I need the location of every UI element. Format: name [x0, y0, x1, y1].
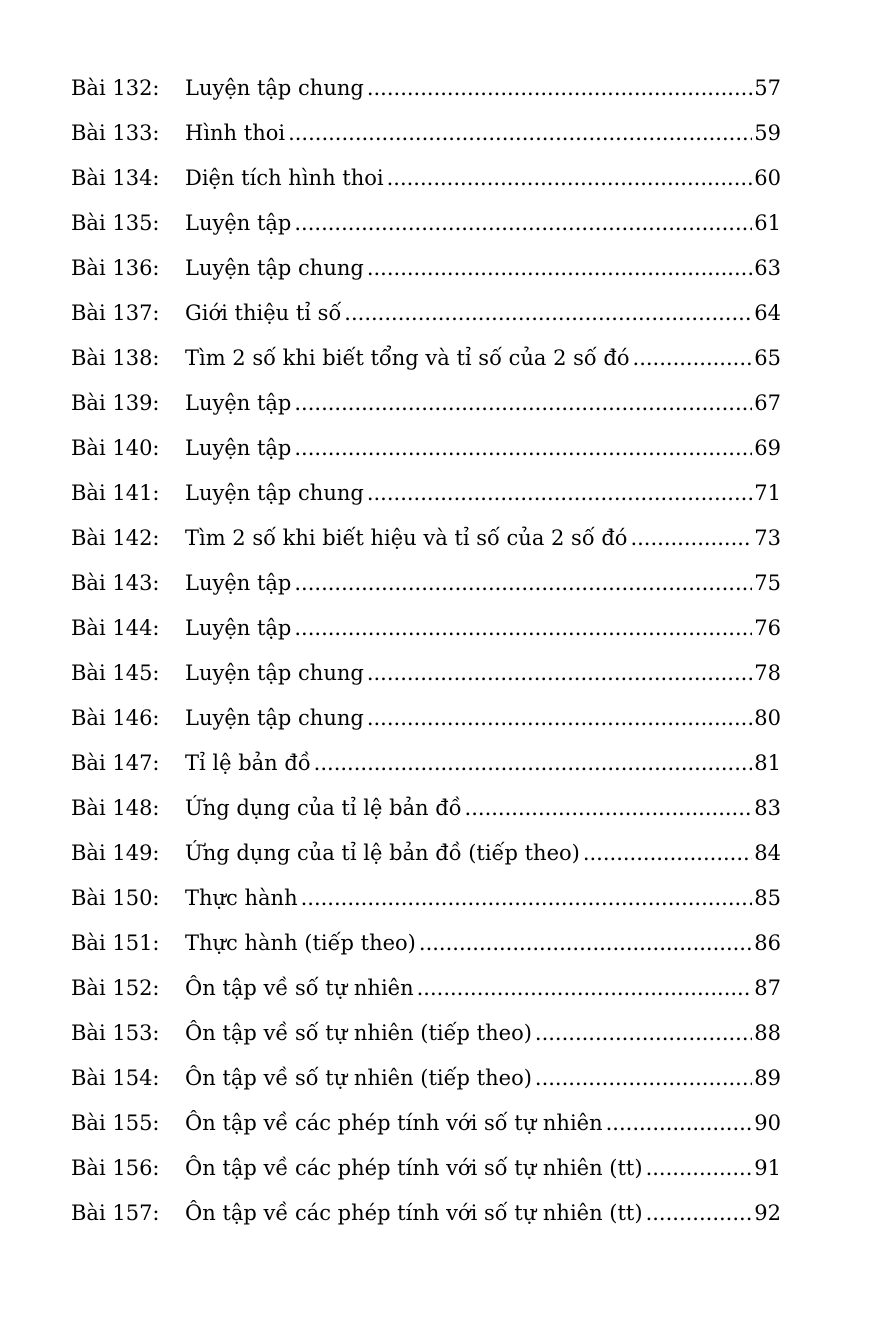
lesson-number: Bài 132: — [71, 76, 160, 100]
lesson-title: Luyện tập — [185, 211, 292, 235]
page-number: 89 — [754, 1066, 781, 1090]
lesson-number: Bài 156: — [71, 1156, 160, 1180]
toc-entry[interactable] — [71, 156, 781, 201]
page-number: 71 — [754, 481, 781, 505]
dot-leader — [417, 966, 753, 1011]
page-number: 69 — [754, 436, 781, 460]
lesson-title: Thực hành (tiếp theo) — [185, 931, 416, 955]
page-number: 60 — [754, 166, 781, 190]
lesson-title: Ôn tập về các phép tính với số tự nhiên (tt) — [185, 1156, 643, 1180]
lesson-number: Bài 139: — [71, 391, 160, 415]
lesson-number: Bài 135: — [71, 211, 160, 235]
lesson-number: Bài 149: — [71, 841, 160, 865]
dot-leader — [367, 651, 752, 696]
page-number: 78 — [754, 661, 781, 685]
lesson-number: Bài 143: — [71, 571, 160, 595]
dot-leader — [535, 1056, 752, 1101]
lesson-number: Bài 153: — [71, 1021, 160, 1045]
lesson-number: Bài 137: — [71, 301, 160, 325]
toc-entry[interactable] — [71, 831, 781, 876]
toc-entry[interactable] — [71, 246, 781, 291]
lesson-number: Bài 157: — [71, 1201, 160, 1225]
lesson-title: Luyện tập chung — [185, 256, 364, 280]
dot-leader — [630, 516, 752, 561]
lesson-number: Bài 150: — [71, 886, 160, 910]
page-number: 86 — [754, 931, 781, 955]
lesson-number: Bài 155: — [71, 1111, 160, 1135]
toc-entry[interactable] — [71, 1191, 781, 1236]
lesson-title: Tỉ lệ bản đồ — [185, 751, 311, 775]
lesson-title: Thực hành — [185, 886, 298, 910]
lesson-title: Luyện tập — [185, 436, 292, 460]
dot-leader — [288, 111, 752, 156]
lesson-title: Luyện tập — [185, 391, 292, 415]
toc-entry[interactable] — [71, 201, 781, 246]
lesson-number: Bài 134: — [71, 166, 160, 190]
lesson-title: Luyện tập — [185, 571, 292, 595]
lesson-title: Ôn tập về các phép tính với số tự nhiên — [185, 1111, 603, 1135]
dot-leader — [646, 1146, 753, 1191]
page-number: 88 — [754, 1021, 781, 1045]
toc-entry[interactable] — [71, 111, 781, 156]
page-number: 81 — [754, 751, 781, 775]
lesson-title: Luyện tập chung — [185, 76, 364, 100]
dot-leader — [294, 606, 752, 651]
lesson-number: Bài 142: — [71, 526, 160, 550]
toc-entry[interactable] — [71, 1146, 781, 1191]
toc-entry[interactable] — [71, 1101, 781, 1146]
page-number: 67 — [754, 391, 781, 415]
lesson-title: Ứng dụng của tỉ lệ bản đồ — [185, 796, 462, 820]
toc-entry[interactable] — [71, 966, 781, 1011]
toc-entry[interactable] — [71, 876, 781, 921]
lesson-number: Bài 151: — [71, 931, 160, 955]
lesson-number: Bài 133: — [71, 121, 160, 145]
page-number: 73 — [754, 526, 781, 550]
dot-leader — [294, 381, 752, 426]
lesson-title: Luyện tập chung — [185, 481, 364, 505]
page-number: 92 — [754, 1201, 781, 1225]
toc-entry[interactable] — [71, 786, 781, 831]
lesson-number: Bài 147: — [71, 751, 160, 775]
page-number: 75 — [754, 571, 781, 595]
page-number: 63 — [754, 256, 781, 280]
dot-leader — [633, 336, 753, 381]
lesson-number: Bài 140: — [71, 436, 160, 460]
toc-entry[interactable] — [71, 1011, 781, 1056]
dot-leader — [294, 561, 752, 606]
page-number: 83 — [754, 796, 781, 820]
toc-entry[interactable] — [71, 1056, 781, 1101]
page-number: 64 — [754, 301, 781, 325]
lesson-number: Bài 148: — [71, 796, 160, 820]
lesson-title: Tìm 2 số khi biết hiệu và tỉ số của 2 số đó — [185, 526, 628, 550]
dot-leader — [294, 426, 752, 471]
dot-leader — [583, 831, 752, 876]
toc-entry[interactable] — [71, 516, 781, 561]
lesson-number: Bài 146: — [71, 706, 160, 730]
toc-entry[interactable] — [71, 381, 781, 426]
toc-entry[interactable] — [71, 66, 781, 111]
dot-leader — [314, 741, 753, 786]
dot-leader — [367, 696, 752, 741]
page-number: 61 — [754, 211, 781, 235]
lesson-title: Diện tích hình thoi — [185, 166, 384, 190]
dot-leader — [646, 1191, 753, 1236]
dot-leader — [367, 246, 752, 291]
dot-leader — [606, 1101, 753, 1146]
toc-entry[interactable] — [71, 696, 781, 741]
toc-entry[interactable] — [71, 471, 781, 516]
lesson-number: Bài 154: — [71, 1066, 160, 1090]
page-number: 59 — [754, 121, 781, 145]
page-number: 57 — [754, 76, 781, 100]
dot-leader — [535, 1011, 752, 1056]
table-of-contents — [71, 66, 781, 1236]
page-number: 90 — [754, 1111, 781, 1135]
page-number: 87 — [754, 976, 781, 1000]
lesson-title: Giới thiệu tỉ số — [185, 301, 342, 325]
lesson-number: Bài 136: — [71, 256, 160, 280]
toc-entry[interactable] — [71, 336, 781, 381]
toc-entry[interactable] — [71, 291, 781, 336]
dot-leader — [367, 471, 752, 516]
lesson-title: Ôn tập về số tự nhiên (tiếp theo) — [185, 1021, 532, 1045]
toc-entry[interactable] — [71, 741, 781, 786]
page-number: 65 — [754, 346, 781, 370]
dot-leader — [344, 291, 752, 336]
page-number: 76 — [754, 616, 781, 640]
lesson-number: Bài 152: — [71, 976, 160, 1000]
toc-entry[interactable] — [71, 426, 781, 471]
dot-leader — [465, 786, 753, 831]
toc-entry[interactable] — [71, 921, 781, 966]
page-number: 84 — [754, 841, 781, 865]
lesson-number: Bài 144: — [71, 616, 160, 640]
lesson-number: Bài 138: — [71, 346, 160, 370]
dot-leader — [294, 201, 752, 246]
page-number: 91 — [754, 1156, 781, 1180]
lesson-number: Bài 145: — [71, 661, 160, 685]
toc-entry[interactable] — [71, 651, 781, 696]
lesson-number: Bài 141: — [71, 481, 160, 505]
lesson-title: Ôn tập về các phép tính với số tự nhiên (tt) — [185, 1201, 643, 1225]
page-number: 80 — [754, 706, 781, 730]
lesson-title: Luyện tập chung — [185, 706, 364, 730]
lesson-title: Luyện tập chung — [185, 661, 364, 685]
lesson-title: Hình thoi — [185, 121, 286, 145]
toc-entry[interactable] — [71, 561, 781, 606]
lesson-title: Luyện tập — [185, 616, 292, 640]
toc-entry[interactable] — [71, 606, 781, 651]
lesson-title: Tìm 2 số khi biết tổng và tỉ số của 2 số đó — [185, 346, 630, 370]
dot-leader — [367, 66, 752, 111]
dot-leader — [419, 921, 752, 966]
dot-leader — [387, 156, 753, 201]
lesson-title: Ôn tập về số tự nhiên — [185, 976, 414, 1000]
lesson-title: Ôn tập về số tự nhiên (tiếp theo) — [185, 1066, 532, 1090]
dot-leader — [301, 876, 753, 921]
page-number: 85 — [754, 886, 781, 910]
lesson-title: Ứng dụng của tỉ lệ bản đồ (tiếp theo) — [185, 841, 580, 865]
